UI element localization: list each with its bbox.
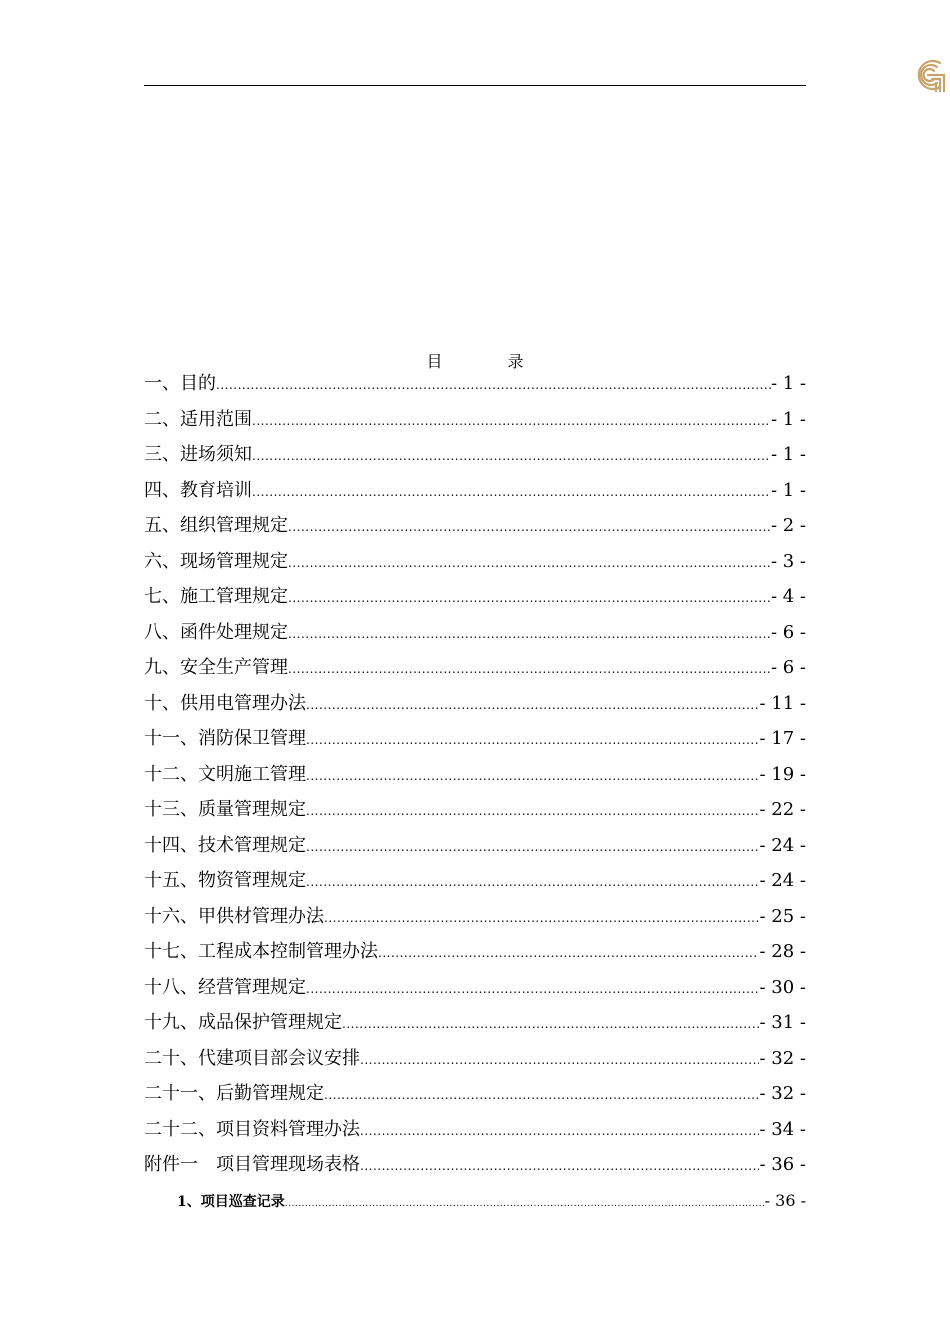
toc-leader-dots <box>324 1078 759 1114</box>
company-logo-icon <box>910 57 946 93</box>
toc-entry-label: 附件一 项目管理现场表格 <box>144 1154 360 1175</box>
toc-entry[interactable] <box>144 899 806 935</box>
toc-leader-dots <box>342 1007 759 1043</box>
toc-sub-entry-label: 1、项目巡查记录 <box>177 1193 285 1210</box>
toc-entry-label: 十五、物资管理规定 <box>144 870 306 891</box>
toc-entry-label: 十八、经营管理规定 <box>144 976 306 998</box>
toc-leader-dots <box>288 617 771 653</box>
toc-leader-dots <box>306 865 759 901</box>
toc-entry[interactable] <box>144 828 806 864</box>
toc-entry-label: 二十、代建项目部会议安排 <box>144 1047 360 1069</box>
toc-entry-page: - 1 - <box>770 444 806 465</box>
toc-leader-dots <box>306 972 759 1008</box>
toc-entry-page: - 31 - <box>759 1012 806 1033</box>
toc-entry[interactable] <box>144 615 806 651</box>
toc-entry[interactable] <box>144 544 806 580</box>
toc-entry-page: - 1 - <box>770 373 806 394</box>
toc-leader-dots <box>306 759 759 795</box>
toc-entry[interactable] <box>144 1112 806 1148</box>
toc-entry-page: - 2 - <box>770 515 806 536</box>
toc-entry-page: - 34 - <box>759 1118 806 1140</box>
toc-leader-dots <box>288 581 771 617</box>
toc-entry[interactable] <box>144 366 806 402</box>
toc-entry-page: - 6 - <box>770 621 806 643</box>
toc-entry[interactable] <box>144 1005 806 1041</box>
toc-leader-dots <box>288 652 771 688</box>
toc-entry-label: 十四、技术管理规定 <box>144 834 306 856</box>
toc-entry-page: - 19 - <box>759 763 806 785</box>
toc-entry-page: - 6 - <box>770 657 806 678</box>
toc-entry[interactable] <box>144 686 806 722</box>
toc-entry[interactable] <box>144 757 806 793</box>
toc-entry-page: - 1 - <box>770 479 806 501</box>
toc-entry[interactable] <box>144 863 806 899</box>
toc-entry-label: 六、现场管理规定 <box>144 550 288 572</box>
toc-entry[interactable] <box>144 934 806 970</box>
toc-entry-label: 十、供用电管理办法 <box>144 692 306 714</box>
toc-entry-page: - 36 - <box>759 1154 806 1175</box>
toc-entry-page: - 24 - <box>759 870 806 891</box>
toc-sub-entry[interactable] <box>144 1183 806 1219</box>
toc-title: 目 录 <box>426 352 554 371</box>
toc-entry-label: 十九、成品保护管理规定 <box>144 1012 342 1033</box>
toc-leader-dots <box>306 688 759 724</box>
toc-entry-label: 一、目的 <box>144 373 216 394</box>
toc-entry-page: - 3 - <box>770 550 806 572</box>
toc-entry-label: 九、安全生产管理 <box>144 657 288 678</box>
header-rule <box>144 85 806 86</box>
toc-entry-label: 七、施工管理规定 <box>144 586 288 607</box>
toc-leader-dots <box>378 936 759 972</box>
toc-leader-dots <box>360 1114 759 1150</box>
toc-entry[interactable] <box>144 1076 806 1112</box>
toc-entry[interactable] <box>144 1041 806 1077</box>
toc-entry-page: - 32 - <box>759 1083 806 1104</box>
toc-leader-dots <box>285 1187 765 1223</box>
toc-leader-dots <box>306 830 759 866</box>
toc-entry-label: 四、教育培训 <box>144 479 252 501</box>
toc-entry[interactable] <box>144 1147 806 1183</box>
toc-entry[interactable] <box>144 579 806 615</box>
toc-entry-page: - 4 - <box>770 586 806 607</box>
toc-entry-page: - 24 - <box>759 834 806 856</box>
toc-entry-label: 十三、质量管理规定 <box>144 799 306 820</box>
toc-entry-page: - 32 - <box>759 1047 806 1069</box>
toc-entry-page: - 11 - <box>759 692 806 714</box>
toc-entry[interactable] <box>144 508 806 544</box>
toc-entry[interactable] <box>144 437 806 473</box>
toc-leader-dots <box>360 1149 759 1185</box>
toc-entry[interactable] <box>144 721 806 757</box>
toc-entry[interactable] <box>144 792 806 828</box>
toc-leader-dots <box>288 510 771 546</box>
toc-sub-entry-page: - 36 - <box>764 1190 806 1210</box>
toc-entry[interactable] <box>144 970 806 1006</box>
toc-entry-label: 十七、工程成本控制管理办法 <box>144 941 378 962</box>
toc-leader-dots <box>288 546 771 582</box>
toc-leader-dots <box>324 901 759 937</box>
toc-entry-page: - 1 - <box>770 408 806 430</box>
toc-leader-dots <box>252 475 771 511</box>
toc-entry-page: - 17 - <box>759 728 806 749</box>
toc-entry-label: 十六、甲供材管理办法 <box>144 905 324 927</box>
toc-entry-label: 二十一、后勤管理规定 <box>144 1083 324 1104</box>
toc-leader-dots <box>306 794 759 830</box>
toc-leader-dots <box>252 439 771 475</box>
toc-entry-label: 二十二、项目资料管理办法 <box>144 1118 360 1140</box>
toc-leader-dots <box>306 723 759 759</box>
toc-entry[interactable] <box>144 650 806 686</box>
toc-entry-page: - 25 - <box>759 905 806 927</box>
toc-entry-label: 五、组织管理规定 <box>144 515 288 536</box>
toc-entry[interactable] <box>144 402 806 438</box>
toc-entry-label: 二、适用范围 <box>144 408 252 430</box>
toc-leader-dots <box>216 368 771 404</box>
toc-entry-page: - 22 - <box>759 799 806 820</box>
toc-leader-dots <box>252 404 771 440</box>
toc-entry-page: - 30 - <box>759 976 806 998</box>
toc-leader-dots <box>360 1043 759 1079</box>
toc-entry-label: 八、函件处理规定 <box>144 621 288 643</box>
toc-entry-page: - 28 - <box>759 941 806 962</box>
table-of-contents <box>144 366 806 1218</box>
toc-entry-label: 十二、文明施工管理 <box>144 763 306 785</box>
toc-entry[interactable] <box>144 473 806 509</box>
toc-entry-label: 十一、消防保卫管理 <box>144 728 306 749</box>
toc-entry-label: 三、进场须知 <box>144 444 252 465</box>
